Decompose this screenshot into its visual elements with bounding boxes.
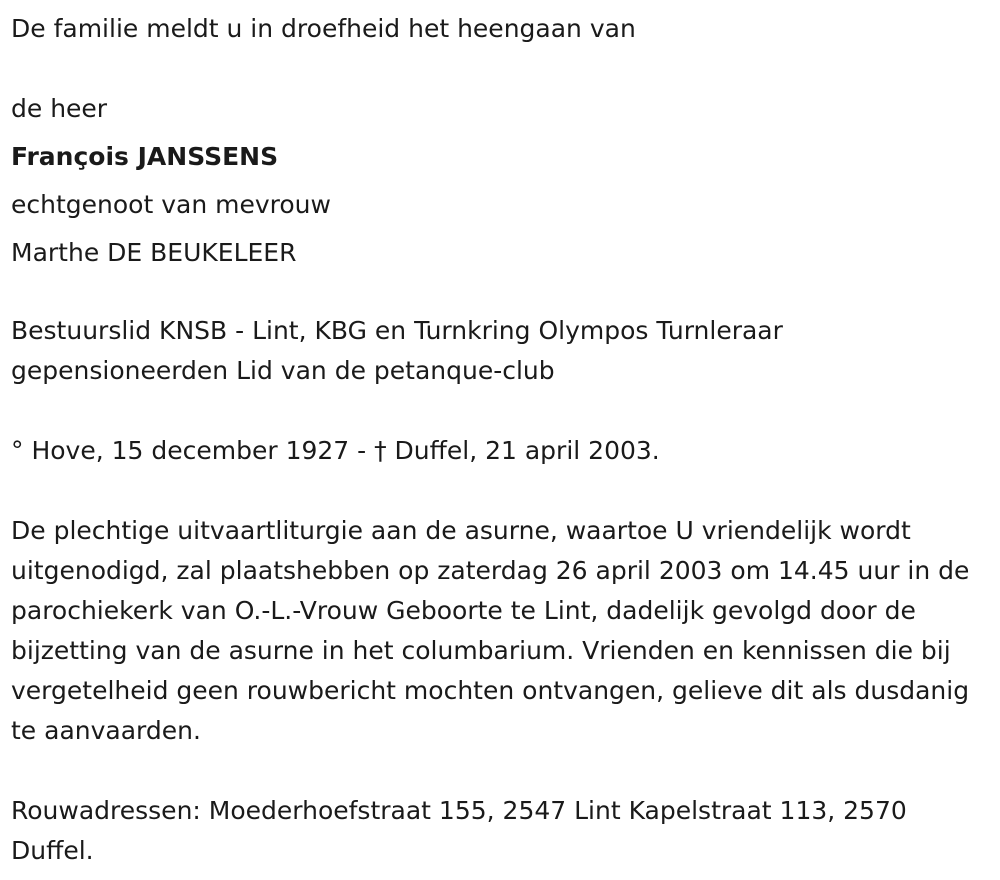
biography-text: Bestuurslid KNSB - Lint, KBG en Turnkring Olympos Turnleraar gepensioneerden Lid van de petanque-club [11, 316, 783, 385]
deceased-name: François JANSSENS [11, 142, 279, 171]
spouse-name: Marthe DE BEUKELEER [11, 238, 297, 267]
relation-text: echtgenoot van mevrouw [11, 190, 331, 219]
mourning-addresses: Rouwadressen: Moederhoefstraat 155, 2547 Lint Kapelstraat 113, 2570 Duffel. [11, 796, 907, 865]
ceremony-text: De plechtige uitvaartliturgie aan de asurne, waartoe U vriendelijk wordt uitgenodigd, zal plaatshebben op zaterdag 26 april 2003 om 14.45 uur in de parochiekerk van O.-L.-Vrouw Geboorte te Lint, dadelijk gevolgd door de bijzetting van de asurne in het columbarium. Vrienden en kennissen die bij vergetelheid geen rouwbericht mochten ontvangen, gelieve dit als dusdanig te aanvaarden. [11, 516, 970, 745]
honorific: de heer [11, 94, 108, 123]
spacer [11, 49, 1000, 89]
intro-text: De familie meldt u in droefheid het heengaan van [11, 14, 636, 43]
life-dates: ° Hove, 15 december 1927 - † Duffel, 21 april 2003. [11, 436, 660, 465]
